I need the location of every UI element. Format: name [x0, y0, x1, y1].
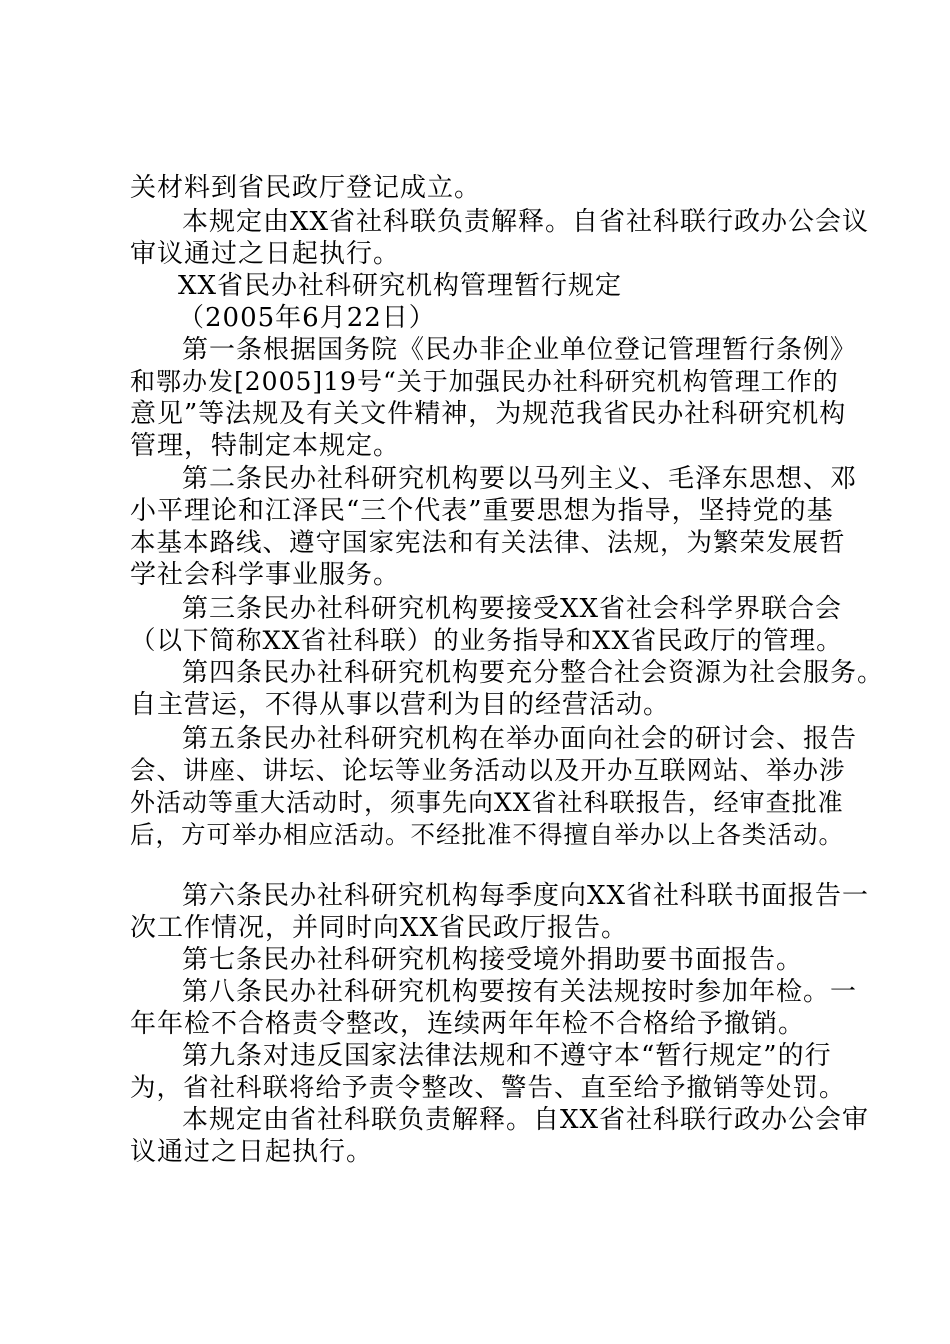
text-line: 年年检不合格责令整改，连续两年年检不合格给予撤销。: [130, 1009, 806, 1039]
text-line: 为，省社科联将给予责令整改、警告、直至给予撤销等处罚。: [130, 1073, 846, 1103]
text-line: 和鄂办发[2005]19号“关于加强民办社科研究机构管理工作的: [130, 367, 839, 396]
text-line: 关材料到省民政厅登记成立。: [130, 173, 482, 203]
text-line: 后，方可举办相应活动。不经批准不得擅自举办以上各类活动。: [130, 820, 844, 849]
text-line: 审议通过之日起执行。: [130, 239, 401, 269]
text-line: 意见”等法规及有关文件精神，为规范我省民办社科研究机构: [130, 399, 847, 429]
text-line: 第三条民办社科研究机构要接受XX省社会科学界联合会: [182, 594, 843, 624]
text-line: 学社会科学事业服务。: [130, 560, 401, 590]
text-line: 第九条对违反国家法律法规和不遵守本“暂行规定”的行: [182, 1041, 832, 1071]
text-line: 次工作情况，并同时向XX省民政厅报告。: [130, 913, 629, 943]
document-date: （2005年6月22日）: [178, 303, 436, 333]
text-line: 第六条民办社科研究机构每季度向XX省社科联书面报告一: [182, 881, 870, 911]
text-line: 本基本路线、遵守国家宪法和有关法律、法规，为繁荣发展哲: [130, 528, 846, 558]
text-line: 第八条民办社科研究机构要按有关法规按时参加年检。一: [182, 977, 858, 1007]
document-title: XX省民办社科研究机构管理暂行规定: [178, 271, 623, 301]
text-line: 本规定由XX省社科联负责解释。自省社科联行政办公会议: [182, 207, 870, 237]
text-line: 议通过之日起执行。: [130, 1137, 374, 1167]
text-line: 第五条民办社科研究机构在举办面向社会的研讨会、报告: [182, 724, 858, 754]
text-line: 第一条根据国务院《民办非企业单位登记管理暂行条例》: [182, 335, 858, 365]
text-line: 会、讲座、讲坛、论坛等业务活动以及开办互联网站、举办涉: [130, 756, 846, 786]
text-line: （以下简称XX省社科联）的业务指导和XX省民政厅的管理。: [130, 626, 843, 656]
text-line: 第二条民办社科研究机构要以马列主义、毛泽东思想、邓: [182, 464, 858, 494]
text-line: 小平理论和江泽民“三个代表”重要思想为指导，坚持党的基: [130, 496, 834, 526]
text-line: 第七条民办社科研究机构接受境外捐助要书面报告。: [182, 945, 804, 975]
text-line: 管理，特制定本规定。: [130, 431, 401, 461]
text-line: 本规定由省社科联负责解释。自XX省社科联行政办公会审: [182, 1105, 870, 1135]
text-line: 第四条民办社科研究机构要充分整合社会资源为社会服务。: [182, 658, 885, 688]
text-line: 自主营运，不得从事以营利为目的经营活动。: [130, 690, 671, 720]
text-line: 外活动等重大活动时，须事先向XX省社科联报告，经审查批准: [130, 788, 844, 817]
